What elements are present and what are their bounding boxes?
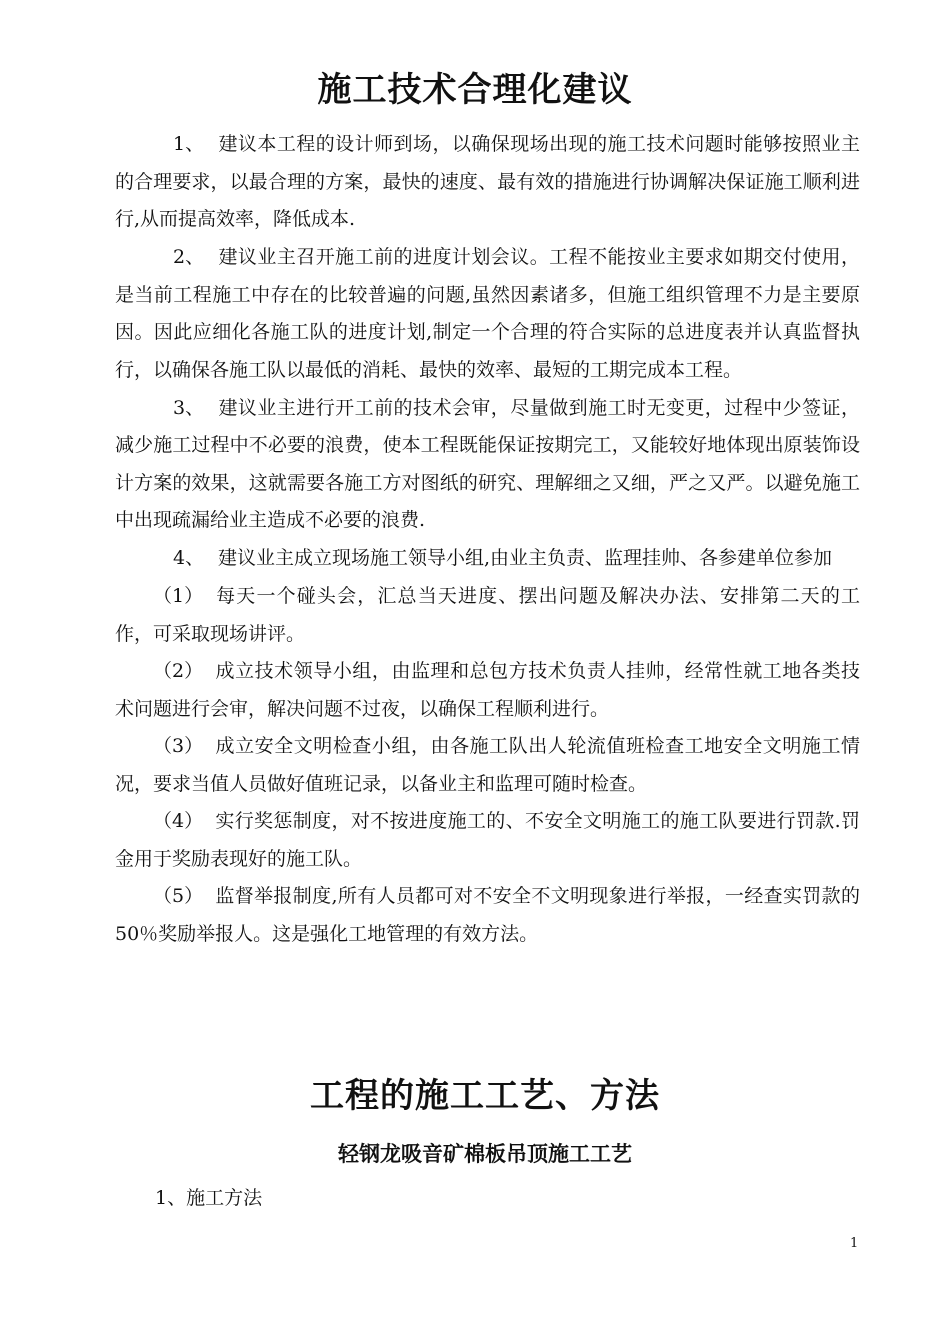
method-heading: 1、施工方法 (155, 1187, 263, 1209)
sub-item-number: （4） (153, 810, 204, 832)
sub-item-number: （3） (153, 735, 204, 757)
sub-item-3 (115, 728, 860, 803)
sub-item-4 (115, 803, 860, 878)
sub-item-5 (115, 878, 860, 953)
section-title: 工程的施工工艺、方法 (310, 1076, 660, 1116)
sub-item-2 (115, 653, 860, 728)
page-number: 1 (850, 1236, 859, 1251)
document-title: 施工技术合理化建议 (317, 70, 633, 110)
document-body (115, 126, 860, 953)
paragraph-1 (115, 126, 860, 239)
paragraph-text: 建议业主成立现场施工领导小组,由业主负责、监理挂帅、各参建单位参加 (218, 547, 833, 569)
sub-item-number: （2） (153, 660, 204, 682)
subsection-title: 轻钢龙吸音矿棉板吊顶施工工艺 (338, 1142, 632, 1166)
paragraph-text: 建议业主进行开工前的技术会审，尽量做到施工时无变更，过程中少签证，减少施工过程中不必要的浪费，使本工程既能保证按期完工，又能较好地体现出原装饰设计方案的效果，这就需要各施工方对图纸的研究、理解细之又细，严之又严。以避免施工中出现疏漏给业主造成不必要的浪费. (115, 396, 860, 531)
paragraph-number: 4、 (173, 547, 205, 569)
paragraph-2 (115, 239, 860, 389)
sub-item-number: （1） (153, 585, 204, 607)
paragraph-number: 1、 (173, 133, 205, 155)
sub-item-text: 成立安全文明检查小组，由各施工队出人轮流值班检查工地安全文明施工情况，要求当值人员做好值班记录，以备业主和监理可随时检查。 (115, 735, 860, 795)
paragraph-number: 2、 (173, 246, 205, 268)
sub-item-1 (115, 578, 860, 653)
paragraph-text: 建议业主召开施工前的进度计划会议。工程不能按业主要求如期交付使用，是当前工程施工中存在的比较普遍的问题,虽然因素诸多，但施工组织管理不力是主要原因。因此应细化各施工队的进度计划,制定一个合理的符合实际的总进度表并认真监督执行，以确保各施工队以最低的消耗、最快的效率、最短的工期完成本工程。 (115, 246, 860, 381)
sub-item-text: 成立技术领导小组，由监理和总包方技术负责人挂帅，经常性就工地各类技术问题进行会审，解决问题不过夜，以确保工程顺利进行。 (115, 660, 860, 720)
paragraph-3 (115, 390, 860, 540)
sub-item-number: （5） (153, 885, 204, 907)
paragraph-text: 建议本工程的设计师到场，以确保现场出现的施工技术问题时能够按照业主的合理要求，以最合理的方案，最快的速度、最有效的措施进行协调解决保证施工顺利进行,从而提高效率，降低成本. (115, 133, 860, 230)
paragraph-4 (115, 540, 860, 578)
paragraph-number: 3、 (173, 396, 205, 419)
sub-item-text: 监督举报制度,所有人员都可对不安全不文明现象进行举报，一经查实罚款的 50％奖励举报人。这是强化工地管理的有效方法。 (115, 885, 860, 945)
sub-item-text: 实行奖惩制度，对不按进度施工的、不安全文明施工的施工队要进行罚款.罚金用于奖励表现好的施工队。 (115, 810, 860, 870)
sub-item-text: 每天一个碰头会，汇总当天进度、摆出问题及解决办法、安排第二天的工作，可采取现场讲评。 (115, 585, 860, 645)
